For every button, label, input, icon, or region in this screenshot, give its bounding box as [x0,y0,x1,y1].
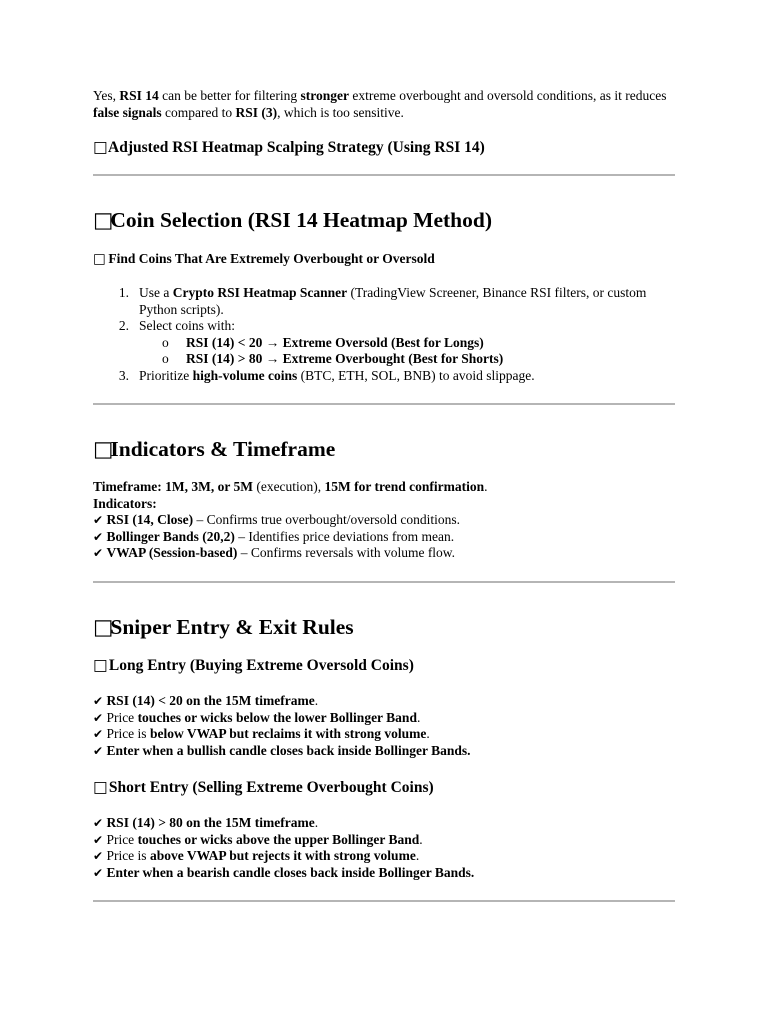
intro-text: compared to [161,104,236,120]
placeholder-glyph-icon: □ [93,138,108,156]
list-item [93,318,683,335]
divider [93,581,675,583]
indicator-bold: VWAP (Session-based) [106,545,238,560]
intro-bold: RSI 14 [119,88,159,103]
coin-selection-heading-text: Coin Selection (RSI 14 Heatmap Method) [110,208,492,232]
sniper-heading-text: Sniper Entry & Exit Rules [110,615,354,639]
intro-paragraph [93,88,683,121]
rule-bold: RSI (14) < 20 on the 15M timeframe [106,693,315,708]
sub-bullet: o [162,334,169,350]
check-icon: ✔ [93,710,104,725]
intro-text: can be better for filtering [158,88,301,103]
coin-selection-subheading [93,251,683,268]
intro-text: Yes, [93,88,120,103]
list-text: (TradingView Screener, Binance RSI filters, or custom Python scripts). [139,285,647,317]
long-entry-heading-text: Long Entry (Buying Extreme Oversold Coins) [108,657,414,674]
check-icon: ✔ [93,849,104,863]
coin-selection-heading [93,207,683,234]
rule-item [93,710,683,727]
list-number: 1. [118,285,129,300]
timeframe-line [93,479,683,496]
rule-text: . [415,848,420,863]
indicator-item [93,512,683,529]
intro-bold: false signals [93,104,162,120]
timeframe-bold: Timeframe: 1M, 3M, or 5M [93,479,253,494]
timeframe-bold: 15M for trend confirmation [324,479,485,494]
rule-item [93,726,683,743]
coin-selection-list [93,285,683,384]
check-icon: ✔ [93,513,104,527]
indicator-item [93,545,683,562]
long-entry-rules [93,693,683,759]
divider [93,900,675,902]
indicators-heading-text: Indicators & Timeframe [110,437,336,461]
check-icon: ✔ [93,816,104,830]
list-text: Use a [139,285,173,300]
rule-bold: RSI (14) > 80 on the 15M timeframe [106,815,315,830]
rule-item [93,693,683,710]
sub-list-text: RSI (14) < 20 → Extreme Oversold (Best for Longs) [186,334,484,350]
rule-bold: above VWAP but rejects it with strong volume [149,848,416,863]
sub-list-item [93,335,683,352]
list-bold: Crypto RSI Heatmap Scanner [172,285,348,300]
sub-list-item [93,351,683,368]
list-item [93,368,683,385]
placeholder-glyph-icon: □ [93,615,114,640]
indicators-block [93,479,683,562]
indicators-heading [93,436,683,463]
rule-item [93,848,683,865]
placeholder-glyph-icon: □ [93,437,114,462]
indicators-label-text: Indicators: [93,495,157,511]
rule-text: Price [106,709,138,725]
check-icon: ✔ [93,727,104,741]
rule-bold: below VWAP but reclaims it with strong volume [149,726,427,741]
short-entry-heading [93,779,683,797]
intro-text: extreme overbought and oversold conditions, as it reduces [348,88,667,103]
rule-bold: touches or wicks below the lower Bollinger Band [137,709,417,725]
timeframe-text: . [484,479,488,494]
list-text: (BTC, ETH, SOL, BNB) to avoid slippage. [297,367,535,383]
intro-bold: RSI (3) [235,104,278,120]
indicator-text: – Confirms true overbought/oversold conditions. [193,512,461,527]
rule-item [93,832,683,849]
indicator-text: – Identifies price deviations from mean. [234,528,455,544]
intro-text: , which is too sensitive. [277,104,404,120]
rule-bold: touches or wicks above the upper Bollinger Band [137,831,420,847]
rule-text: Price is [106,726,150,741]
placeholder-glyph-icon: □ [93,251,106,267]
list-item [93,285,683,318]
list-text: Prioritize [139,367,193,383]
rule-text: . [416,709,421,725]
sniper-heading [93,614,683,641]
check-icon: ✔ [93,865,104,880]
rule-text: Price [106,831,138,847]
placeholder-glyph-icon: □ [93,778,108,796]
list-number: 3. [118,367,129,383]
list-text: Select coins with: [139,318,235,333]
rule-bold: Enter when a bearish candle closes back inside Bollinger Bands. [106,864,475,880]
check-icon: ✔ [93,529,104,544]
rule-text: . [314,693,319,708]
check-icon: ✔ [93,832,104,847]
sub-bullet: o [162,351,169,366]
placeholder-glyph-icon: □ [93,208,114,233]
rule-item [93,743,683,760]
check-icon: ✔ [93,694,104,708]
indicator-item [93,529,683,546]
rule-text: . [426,726,430,741]
rule-bold: Enter when a bullish candle closes back inside Bollinger Bands. [106,742,471,758]
placeholder-glyph-icon: □ [93,656,108,674]
list-number: 2. [118,318,129,333]
long-entry-heading [93,657,683,675]
list-bold: high-volume coins [192,367,298,383]
coin-selection-subheading-text: Find Coins That Are Extremely Overbought or Oversold [108,251,435,266]
indicator-text: – Confirms reversals with volume flow. [237,545,456,560]
strategy-title-text: Adjusted RSI Heatmap Scalping Strategy (Using RSI 14) [108,139,485,156]
rule-item [93,815,683,832]
check-icon: ✔ [93,546,104,560]
divider [93,174,675,176]
short-entry-rules [93,815,683,881]
rule-text: . [419,831,423,847]
indicator-bold: Bollinger Bands (20,2) [106,528,235,544]
timeframe-text: (execution), [252,479,325,494]
indicator-bold: RSI (14, Close) [106,512,194,527]
strategy-title [93,139,683,157]
rule-text: . [314,815,319,830]
indicators-label [93,496,683,513]
check-icon: ✔ [93,743,104,758]
rule-item [93,865,683,882]
sub-list-text: RSI (14) > 80 → Extreme Overbought (Best for Shorts) [186,351,504,366]
divider [93,403,675,405]
short-entry-heading-text: Short Entry (Selling Extreme Overbought Coins) [108,779,434,796]
intro-bold: stronger [300,88,349,103]
rule-text: Price is [106,848,150,863]
